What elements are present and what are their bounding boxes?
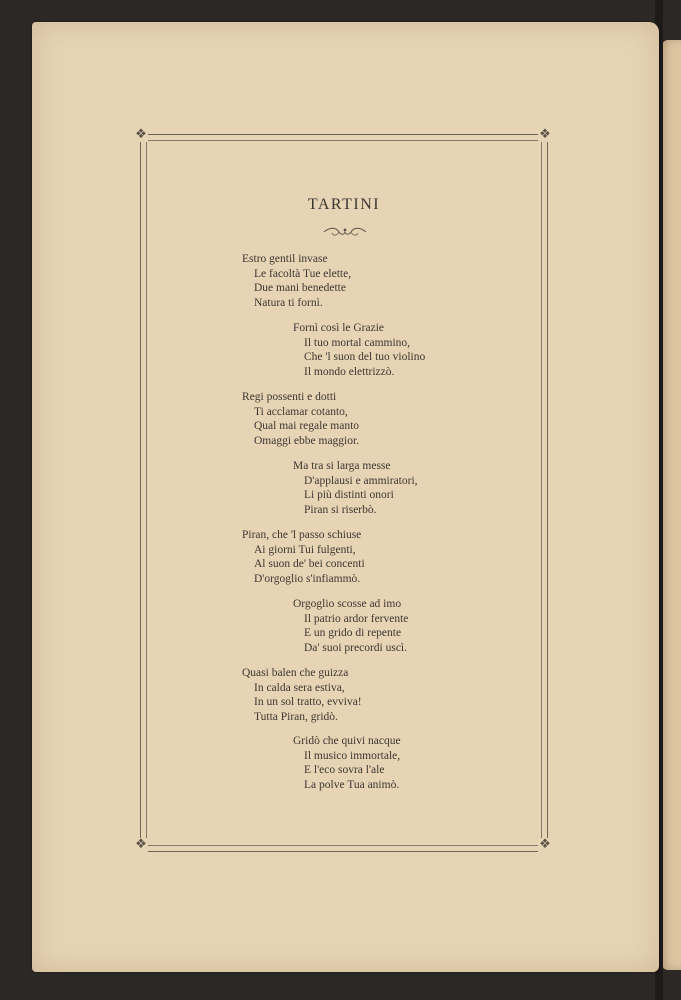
- poem-line: Il patrio ardor fervente: [304, 612, 409, 625]
- poem-line: Estro gentil invase: [242, 253, 328, 265]
- corner-ornament-icon: ❖: [135, 127, 147, 142]
- poem-line: La polve Tua animò.: [304, 778, 400, 791]
- poem-line: E l'eco sovra l'ale: [304, 764, 385, 777]
- poem-line: Quasi balen che guizza: [242, 667, 349, 679]
- poem-line: Piran si riserbò.: [304, 503, 377, 516]
- poem-line: Ai giorni Tui fulgenti,: [254, 543, 356, 556]
- corner-ornament-icon: ❖: [539, 127, 551, 142]
- poem-line: In calda sera estiva,: [254, 681, 345, 694]
- corner-ornament-icon: ❖: [135, 837, 147, 852]
- poem-line: Li più distinti onori: [304, 489, 394, 502]
- poem-line: Al suon de' bei concenti: [254, 558, 365, 571]
- poem-line: Gridò che quivi nacque: [293, 735, 401, 747]
- poem-line: Ma tra si larga messe: [293, 460, 391, 472]
- poem-line: Da' suoi precordi uscì.: [304, 641, 407, 654]
- poem-line: Le facoltà Tue elette,: [254, 267, 352, 280]
- poem-line: D'applausi e ammiratori,: [304, 474, 418, 487]
- poem-line: Il mondo elettrizzò.: [304, 365, 395, 378]
- scroll-flourish-icon: [322, 226, 368, 238]
- poem-line: D'orgoglio s'infiammò.: [254, 572, 361, 585]
- poem-line: Ti acclamar cotanto,: [254, 405, 348, 418]
- poem-line: Due mani benedette: [254, 282, 346, 295]
- poem-line: Tutta Piran, gridò.: [254, 710, 338, 723]
- poem-line: Natura ti fornì.: [254, 296, 323, 309]
- poem-line: Omaggi ebbe maggior.: [254, 434, 360, 447]
- poem-line: Regi possenti e dotti: [242, 391, 337, 403]
- poem-line: Qual mai regale manto: [254, 420, 360, 433]
- poem-line: Piran, che 'l passo schiuse: [242, 529, 362, 541]
- poem-line: Orgoglio scosse ad imo: [293, 598, 402, 610]
- poem-line: Fornì così le Grazie: [293, 322, 385, 334]
- adjacent-page-edge: [662, 40, 681, 970]
- poem-line: In un sol tratto, evviva!: [254, 696, 362, 709]
- poem-title: TARTINI: [307, 196, 381, 213]
- corner-ornament-icon: ❖: [539, 837, 551, 852]
- poem-line: Che 'l suon del tuo violino: [304, 351, 426, 364]
- poem-line: Il musico immortale,: [304, 749, 401, 762]
- poem-line: E un grido di repente: [304, 627, 402, 640]
- poem-line: Il tuo mortal cammino,: [304, 336, 411, 349]
